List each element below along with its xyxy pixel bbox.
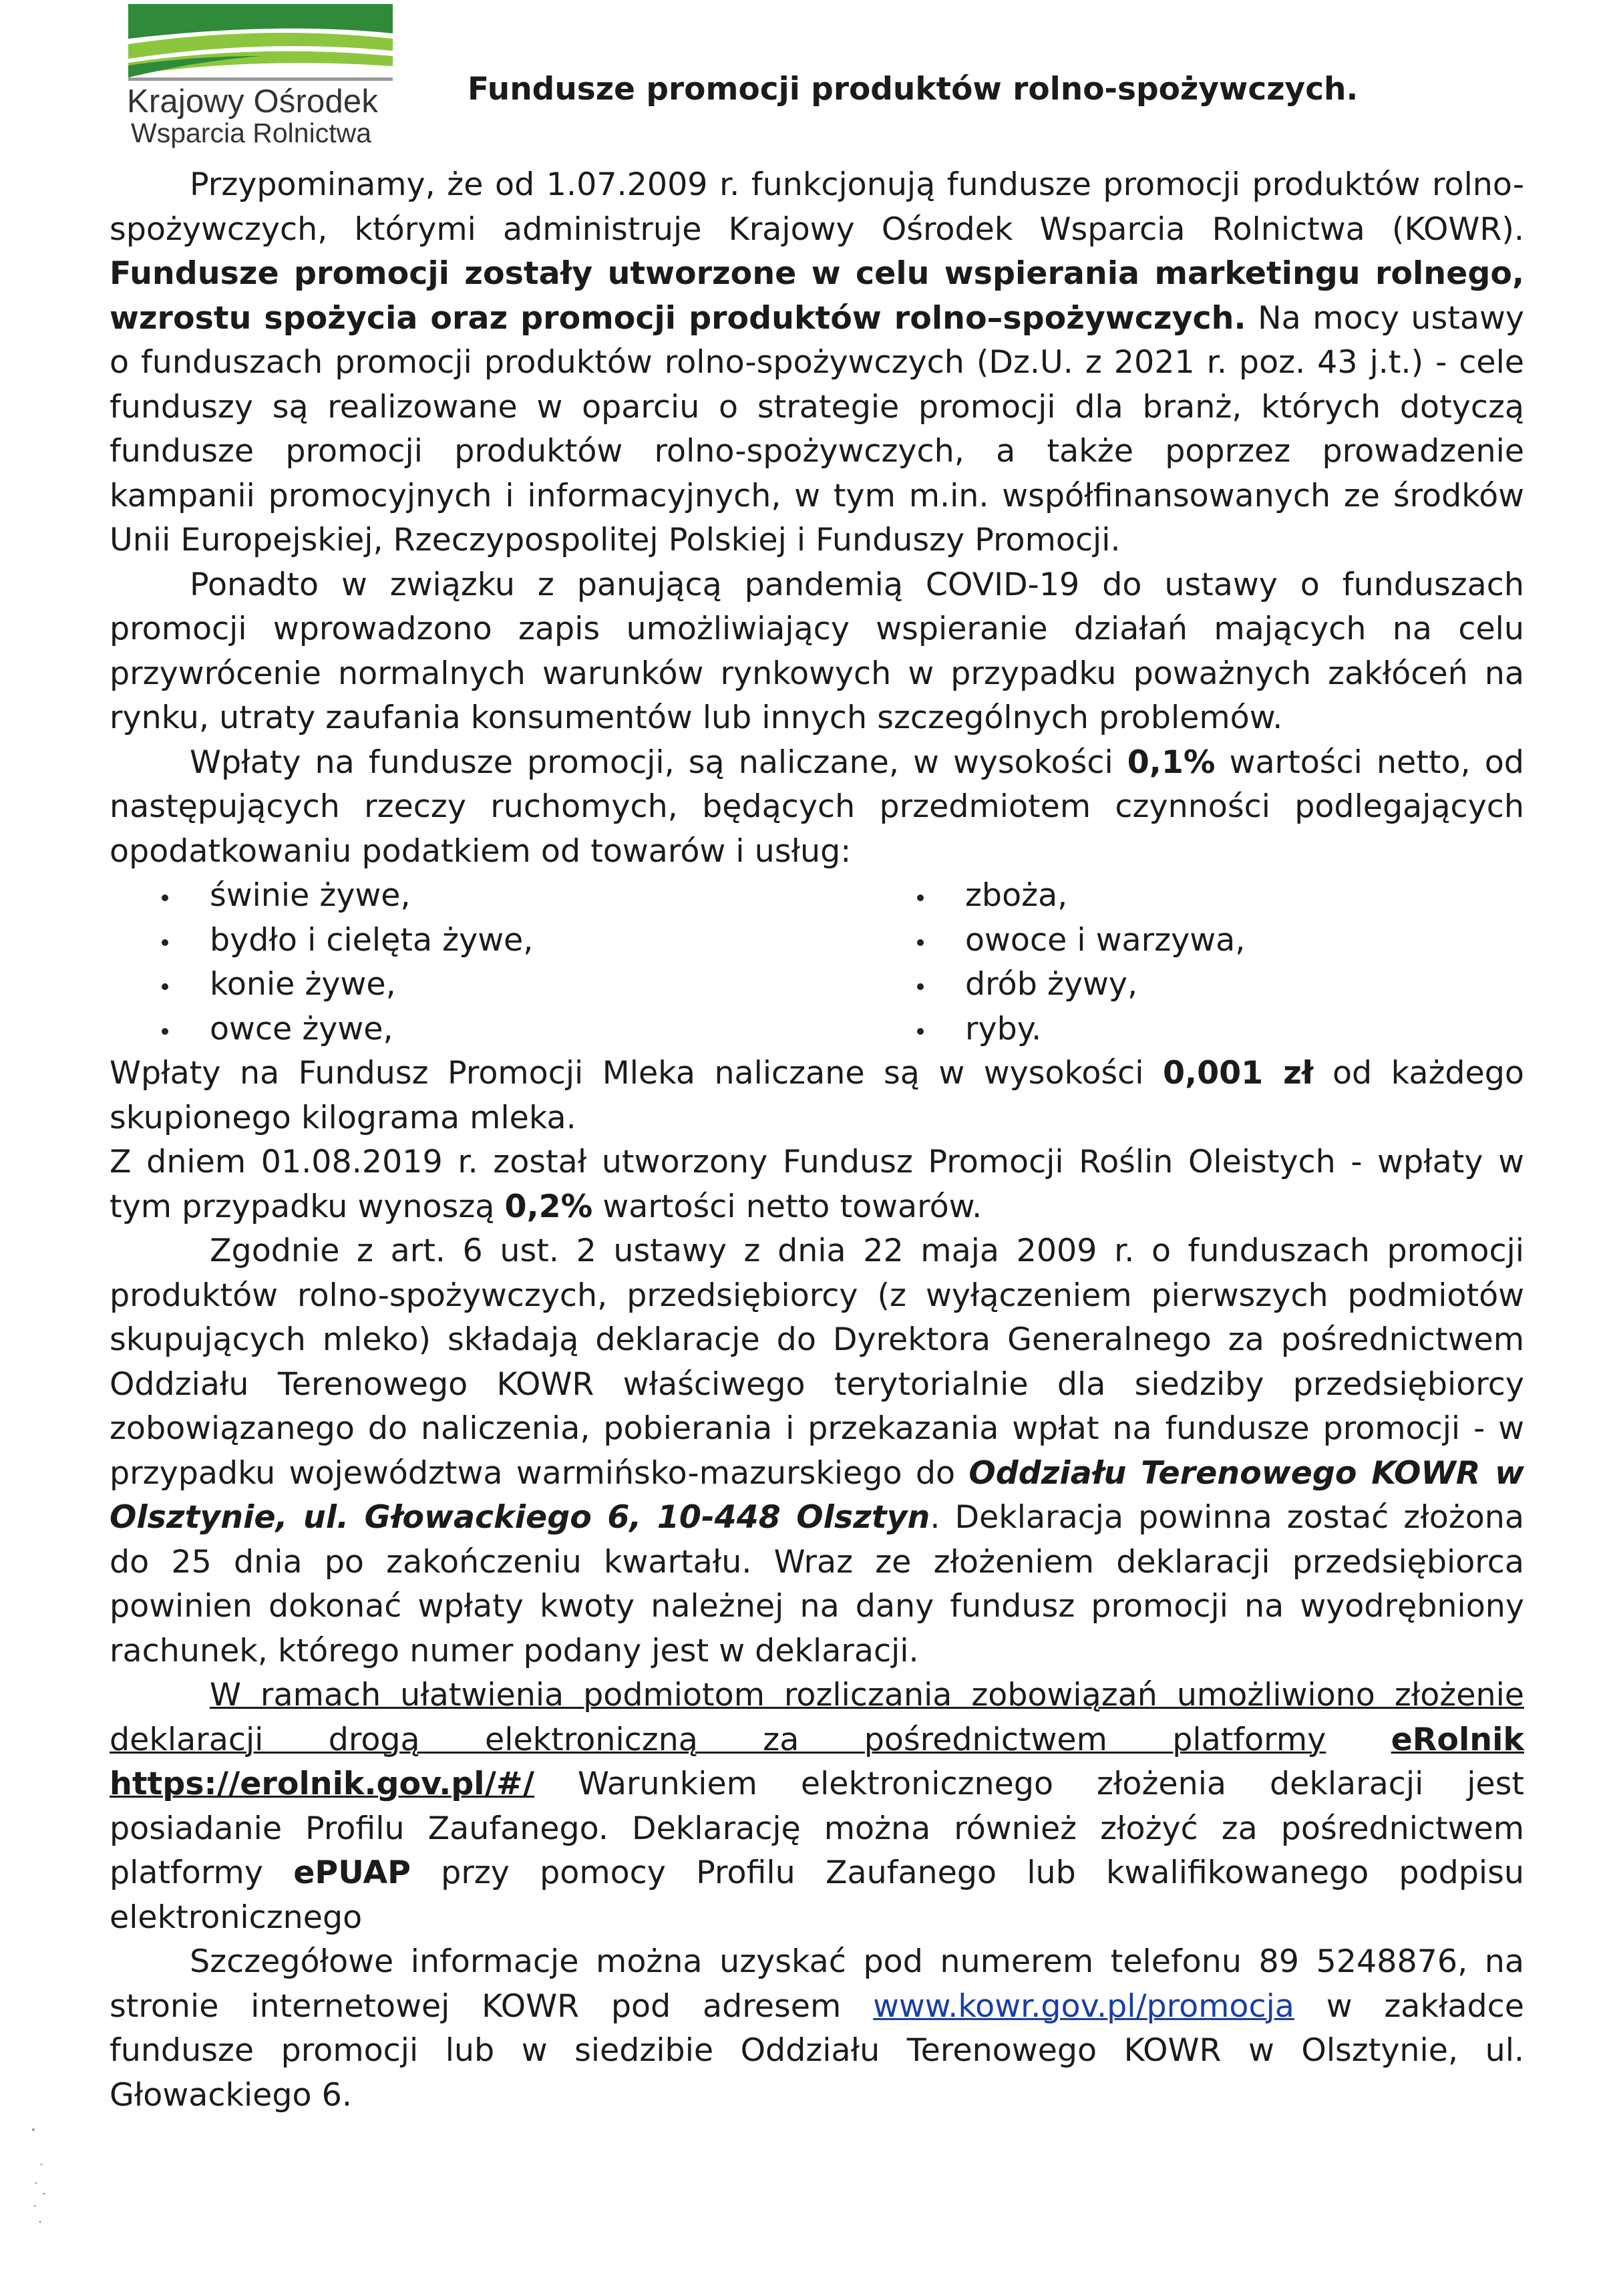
epuap-platform: ePUAP bbox=[293, 1854, 411, 1891]
document-body bbox=[110, 163, 1524, 2118]
logo-text-line2: Wsparcia Rolnictwa bbox=[131, 118, 371, 148]
goods-list-right bbox=[965, 874, 1245, 1051]
paragraph-milk-fund bbox=[110, 1051, 1524, 1140]
office-address: Oddziału Terenowego KOWR w Olsztynie, ul. Głowackiego 6, 10-448 Olsztyn bbox=[110, 1454, 1524, 1536]
contributions-rate: 0,1% bbox=[1127, 744, 1216, 781]
goods-list bbox=[110, 874, 1524, 1051]
intro-text: Przypominamy, że od 1.07.2009 r. funkcjonują fundusze promocji produktów rolno-spożywczych, którymi administruje Krajowy Ośrodek Wsparcia Rolnictwa (KOWR). bbox=[110, 166, 1524, 248]
milk-fund-text-cont: od każdego skupionego kilograma mleka. bbox=[110, 1055, 1524, 1136]
paragraph-intro bbox=[110, 163, 1524, 563]
contributions-text-cont: wartości netto, od następujących rzeczy ruchomych, będących przedmiotem czynności podlegających opodatkowaniu podatkiem od towarów i usług: bbox=[110, 744, 1524, 870]
paragraph-declarations bbox=[110, 1229, 1524, 1673]
kowr-logo bbox=[127, 4, 394, 148]
paragraph-covid: Ponadto w związku z panującą pandemią COVID-19 do ustawy o funduszach promocji wprowadzono zapis umożliwiający wspieranie działań mających na celu przywrócenie normalnych warunków rynkowych w przypadku poważnych zakłóceń na rynku, utraty zaufania konsumentów lub innych szczególnych problemów. bbox=[110, 566, 1524, 736]
document-title: Fundusze promocji produktów rolno-spożywczych. bbox=[468, 71, 1359, 108]
electronic-underlined-text: W ramach ułatwienia podmiotom rozliczania zobowiązań umożliwiono złożenie deklaracji drogą elektroniczną za pośrednictwem platformy bbox=[110, 1677, 1524, 1758]
oilseed-fund-text: Z dniem 01.08.2019 r. został utworzony Fundusz Promocji Roślin Oleistych - wpłaty w tym przypadku wynoszą bbox=[110, 1144, 1524, 1225]
paragraph-contributions bbox=[110, 741, 1524, 874]
oilseed-fund-rate: 0,2% bbox=[504, 1188, 593, 1225]
electronic-text: Warunkiem elektronicznego złożenia deklaracji jest posiadanie Profilu Zaufanego. Deklarację można również złożyć za pośrednictwem platformy bbox=[110, 1766, 1524, 1891]
electronic-text-cont: przy pomocy Profilu Zaufanego lub kwalifikowanego podpisu elektronicznego bbox=[110, 1854, 1524, 1936]
contact-text-cont: w zakładce fundusze promocji lub w siedzibie Oddziału Terenowego KOWR w Olsztynie, ul. Głowackiego 6. bbox=[110, 1987, 1525, 2114]
milk-fund-rate: 0,001 zł bbox=[1162, 1055, 1314, 1092]
oilseed-fund-text-cont: wartości netto towarów. bbox=[602, 1188, 982, 1225]
list-item: zboża, bbox=[965, 874, 1245, 919]
list-item: bydło i cielęta żywe, bbox=[210, 919, 533, 963]
scan-specks bbox=[27, 2124, 53, 2231]
erolnik-url[interactable]: https://erolnik.gov.pl/#/ bbox=[110, 1766, 535, 1802]
paragraph-oilseed-fund bbox=[110, 1140, 1524, 1229]
list-item: owoce i warzywa, bbox=[965, 919, 1245, 963]
logo-text-line1: Krajowy Ośrodek bbox=[127, 84, 379, 120]
kowr-promo-link[interactable]: www.kowr.gov.pl/promocja bbox=[873, 1987, 1294, 2025]
erolnik-platform: eRolnik bbox=[1391, 1721, 1524, 1758]
paragraph-contact bbox=[110, 1940, 1524, 2118]
list-item: owce żywe, bbox=[210, 1007, 533, 1052]
list-item: świnie żywe, bbox=[210, 874, 533, 919]
contact-text: Szczegółowe informacje można uzyskać pod numerem telefonu 89 5248876, na stronie internetowej KOWR pod adresem bbox=[110, 1943, 1524, 2025]
list-item: drób żywy, bbox=[965, 963, 1245, 1007]
intro-bold-purpose: Fundusze promocji zostały utworzone w celu wspierania marketingu rolnego, wzrostu spożycia oraz promocji produktów rolno–spożywczych. bbox=[110, 255, 1524, 337]
declarations-text: Zgodnie z art. 6 ust. 2 ustawy z dnia 22 maja 2009 r. o funduszach promocji produktów rolno-spożywczych, przedsiębiorcy (z wyłączeniem pierwszych podmiotów skupujących mleko) składają deklaracje do Dyrektora Generalnego za pośrednictwem Oddziału Terenowego KOWR właściwego terytorialnie dla siedziby przedsiębiorcy zobowiązanego do naliczenia, pobierania i przekazania wpłat na fundusze promocji - w przypadku województwa warmińsko-mazurskiego do bbox=[110, 1233, 1524, 1492]
declarations-text-cont: . Deklaracja powinna zostać złożona do 25 dnia po zakończeniu kwartału. Wraz ze złożeniem deklaracji przedsiębiorca powinien dokonać wpłaty kwoty należnej na dany fundusz promocji na wyodrębniony rachunek, którego numer podany jest w deklaracji. bbox=[110, 1499, 1524, 1669]
contributions-text: Wpłaty na fundusze promocji, są naliczane, w wysokości bbox=[190, 744, 1113, 781]
goods-list-left bbox=[210, 874, 533, 1051]
intro-legal-basis: Na mocy ustawy o funduszach promocji produktów rolno-spożywczych (Dz.U. z 2021 r. poz. 43 j.t.) - cele funduszy są realizowane w oparciu o strategie promocji dla branż, których dotyczą fundusze promocji produktów rolno-spożywczych, a także poprzez prowadzenie kampanii promocyjnych i informacyjnych, w tym m.in. współfinansowanych ze środków Unii Europejskiej, Rzeczypospolitej Polskiej i Funduszy Promocji. bbox=[110, 299, 1524, 558]
list-item: konie żywe, bbox=[210, 963, 533, 1007]
paragraph-electronic bbox=[110, 1673, 1524, 1940]
list-item: ryby. bbox=[965, 1007, 1245, 1052]
milk-fund-text: Wpłaty na Fundusz Promocji Mleka naliczane są w wysokości bbox=[110, 1055, 1144, 1092]
kowr-logo-mark bbox=[128, 4, 393, 81]
